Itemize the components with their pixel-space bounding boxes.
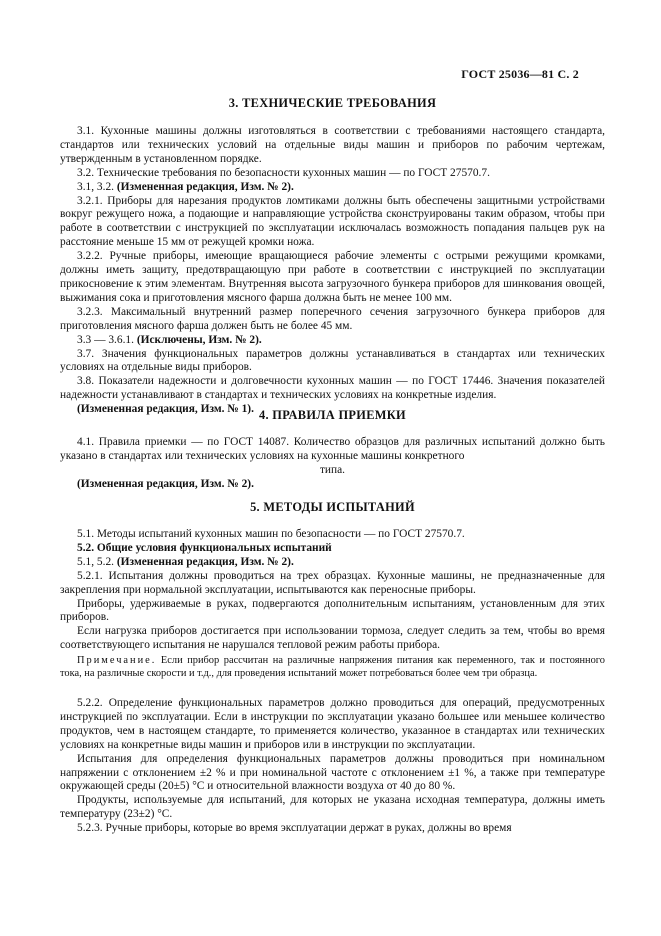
paragraph-4-1: 4.1. Правила приемки — по ГОСТ 14087. Количество образцов для различных испытаний должно быть указано в стандартах или технических условиях на кухонные машины конкретного [60,436,605,462]
section-3-body [60,125,605,417]
amendment-note: (Измененная редакция, Изм. № 2). [116,180,294,193]
paragraph-5-1: 5.1. Методы испытаний кухонных машин по безопасности — по ГОСТ 27570.7. [77,528,465,540]
paragraph-3-3-3-6-1 [60,334,605,348]
paragraph-5-2-3: 5.2.3. Ручные приборы, которые во время эксплуатации держат в руках, должны во время [77,822,512,835]
page-header: ГОСТ 25036—81 С. 2 [461,67,579,81]
paragraph-3-7: 3.7. Значения функциональных параметров должны устанавливаться в стандартах или технических условиях на отдельные виды приборов. [60,347,605,374]
note [60,655,605,680]
paragraph-5-2-1-c: Если нагрузка приборов достигается при использовании тормоза, следует следить за тем, чтобы во время соответствующего испытания не нарушался тепловой режим работы прибора. [60,625,605,652]
paragraph-5-2-1-b: Приборы, удерживаемые в руках, подвергаются дополнительным испытаниям, установленным для этих приборов. [60,597,605,624]
paragraph-3-2-2: 3.2.2. Ручные приборы, имеющие вращающиеся рабочие элементы с острыми режущими кромками, должны иметь защиту, предотвращающую при работе в соответствии с инструкцией по эксплуатации прикосновение к этим элементам. Внутренняя высота загрузочного бункера приборов для шинкования овощей, выжимания сока и приготовления мясного фарша должна быть не менее 100 мм. [60,250,605,304]
paragraph-3-2: 3.2. Технические требования по безопасности кухонных машин — по ГОСТ 27570.7. [77,166,490,179]
note-block [60,655,605,680]
paragraph-3-8: 3.8. Показатели надежности и долговечности кухонных машин — по ГОСТ 17446. Значения показателей надежности устанавливают в стандартах и технических условиях на конкретные изделия. [60,375,605,402]
paragraph-5-1-5-2-amend [60,556,605,570]
paragraph-3-1-3-2-amend [60,181,605,195]
paragraph-4-1-amend [60,478,605,492]
paragraph-3-2-3: 3.2.3. Максимальный внутренний размер поперечного сечения загрузочного бункера приборов для приготовления мясного фарша должен быть не более 45 мм. [60,305,605,332]
paragraph-3-2-1: 3.2.1. Приборы для нарезания продуктов ломтиками должны быть обеспечены защитными устройствами вокруг режущего ножа, а подающие и направляющие устройства сконструированы таким образом, чтобы при работе в соответствии с инструкцией по эксплуатации исключалась возможность попадания пальцев рук на расстояние меньше 15 мм от режущей кромки ножа. [60,194,605,249]
paragraph-5-2 [60,542,605,556]
clause-ref: 3.3 — 3.6.1. [77,333,137,346]
section-5-body [60,528,605,653]
section-5-title: 5. МЕТОДЫ ИСПЫТАНИЙ [250,500,415,514]
paragraph-3-1: 3.1. Кухонные машины должны изготовляться в соответствии с требованиями настоящего стандарта, стандартов или технических условий на отдельные виды машин и приборов по рабочим чертежам, утвержденным в установленном порядке. [60,125,605,165]
amendment-note: (Измененная редакция, Изм. № 2). [116,555,294,568]
section-5-body-cont [60,697,605,836]
section-3-title: 3. ТЕХНИЧЕСКИЕ ТРЕБОВАНИЯ [228,96,437,110]
amendment-note: (Исключены, Изм. № 2). [136,333,262,346]
amendment-note: (Измененная редакция, Изм. № 2). [77,477,254,490]
section-4-body [60,436,605,492]
paragraph-5-2-1: 5.2.1. Испытания должны проводиться на трех образцах. Кухонные машины, не предназначенные для закрепления при нормальной эксплуатации, испытываются как переносные приборы. [60,569,605,596]
clause-ref: 5.1, 5.2. [77,555,117,568]
note-text: Если прибор рассчитан на различные напряжения питания как переменного, так и постоянного тока, на различные скорости и т.д., для проведения испытаний может потребоваться более чем три образца. [60,655,605,679]
paragraph-4-1-end: типа. [319,463,346,476]
paragraph-5-2-2-b: Испытания для определения функциональных параметров должны проводиться при номинальном напряжении с отклонением ±2 % и при номинальной частоте с отклонением ±1 %, а также при температуре окружающей среды (20±5) °С и относительной влажности воздуха от 40 до 80 %. [60,752,605,793]
note-label: Примечание. [77,655,157,666]
paragraph-5-2-2-c: Продукты, используемые для испытаний, для которых не указана исходная температура, должны иметь температуру (23±2) °С. [60,794,605,821]
subsection-heading: 5.2. Общие условия функциональных испытаний [77,541,332,554]
amendment-note: (Измененная редакция, Изм. № 1). [77,403,254,416]
section-4-title: 4. ПРАВИЛА ПРИЕМКИ [259,408,406,422]
paragraph-5-2-2: 5.2.2. Определение функциональных параметров должно проводиться для операций, предусмотренных инструкцией по эксплуатации. Если в инструкции по эксплуатации указано большее или меньшее количество продуктов, чем в настоящем стандарте, то применяется количество, указанное в стандартах или технических условиях на конкретные виды машин и приборов или в инструкции по эксплуатации. [60,697,605,751]
clause-ref: 3.1, 3.2. [77,180,117,193]
